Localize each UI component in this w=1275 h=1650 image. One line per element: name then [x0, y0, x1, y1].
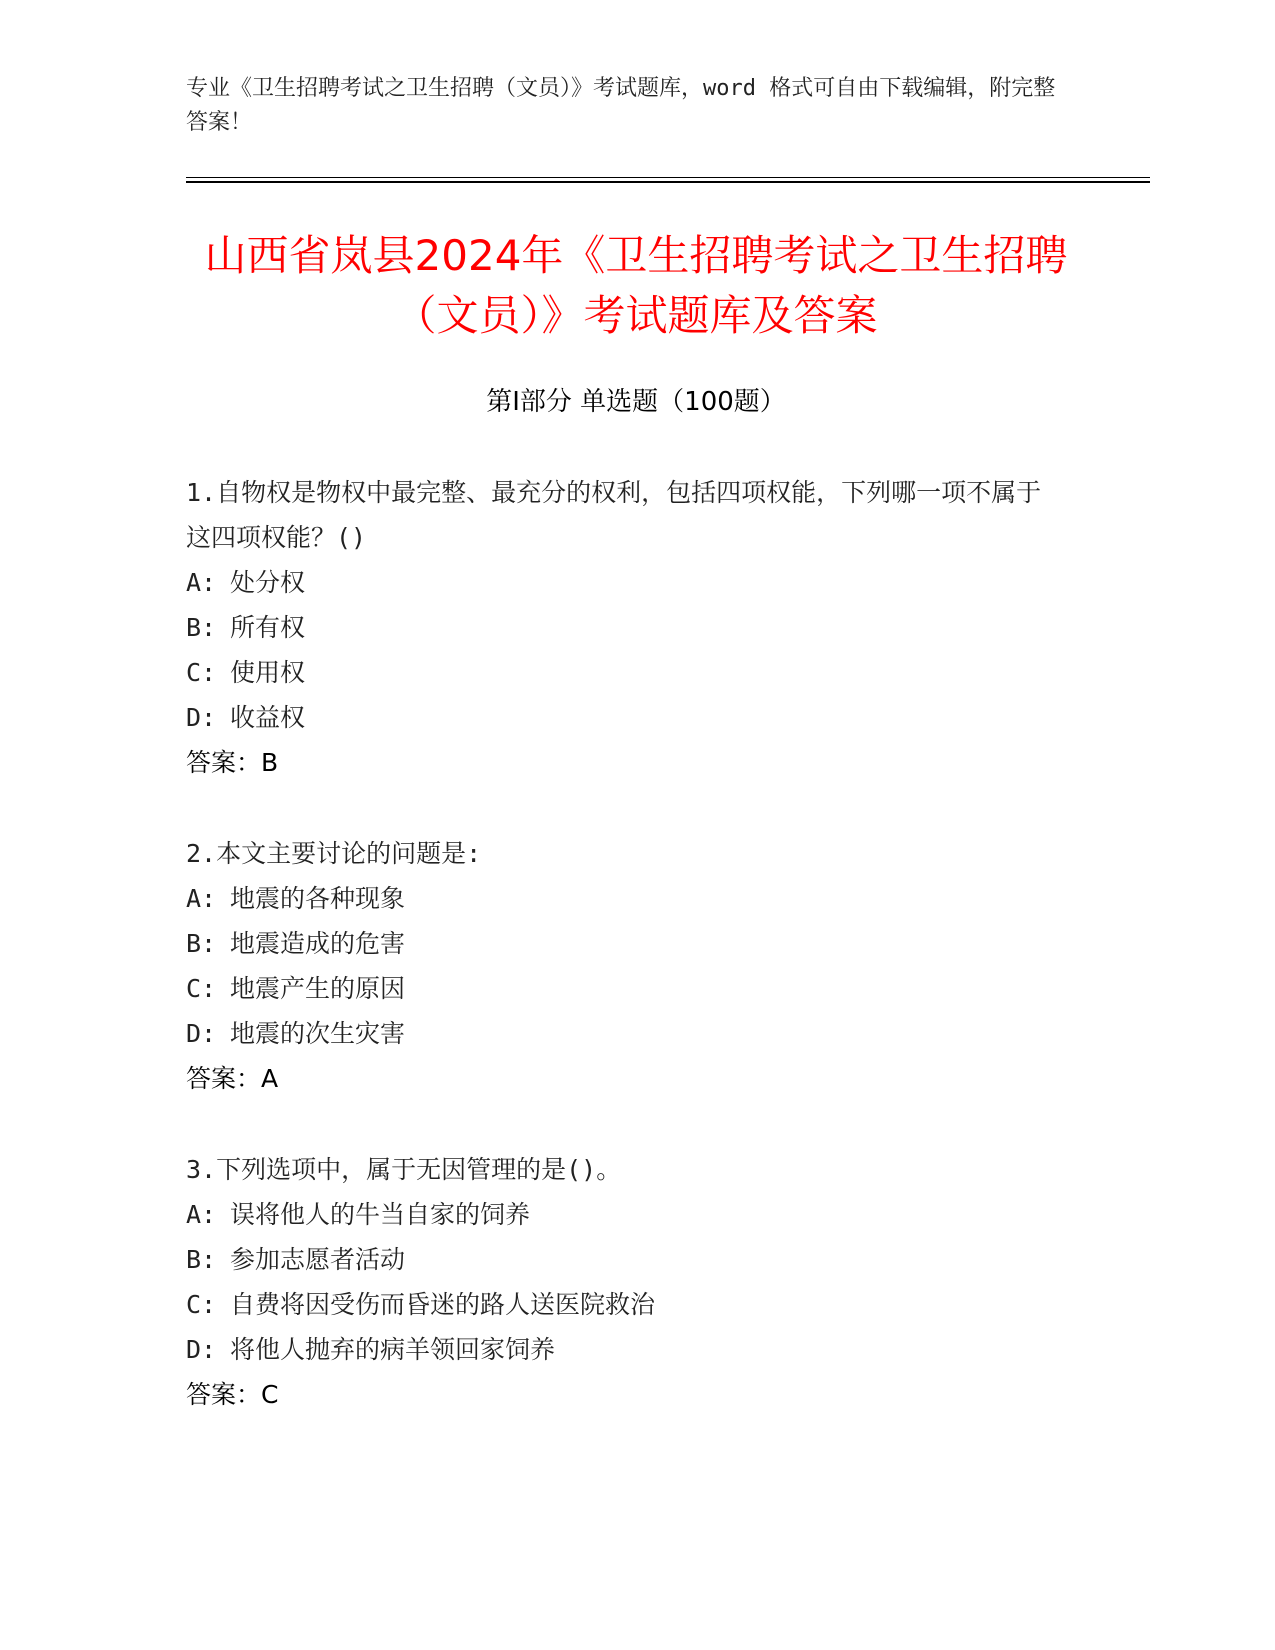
option-text: 地震的次生灾害 [230, 1019, 406, 1048]
option-d [186, 695, 1086, 740]
option-key: A: [186, 568, 217, 597]
section-title: 第Ⅰ部分 单选题（100题） [486, 387, 786, 417]
option-text: 误将他人的牛当自家的饲养 [230, 1200, 531, 1229]
question-1 [186, 470, 1086, 785]
question-stem: 3.下列选项中，属于无因管理的是()。 [186, 1155, 622, 1184]
header-rule-thin [186, 177, 1150, 178]
question-list [186, 470, 1086, 1463]
option-text: 地震的各种现象 [230, 884, 406, 913]
document-title: 山西省岚县2024年《卫生招聘考试之卫生招聘（文员）》考试题库及答案 [204, 231, 1068, 340]
answer-line: 答案：B [186, 748, 279, 777]
option-b [186, 605, 1086, 650]
option-b [186, 921, 1086, 966]
option-a [186, 1192, 1086, 1237]
option-text: 使用权 [230, 658, 306, 687]
option-key: C: [186, 974, 217, 1003]
option-key: A: [186, 1200, 217, 1229]
option-key: B: [186, 613, 217, 642]
answer-line: 答案：A [186, 1064, 279, 1093]
option-c [186, 650, 1086, 695]
option-a [186, 876, 1086, 921]
answer-line: 答案：C [186, 1380, 279, 1409]
option-text: 地震产生的原因 [230, 974, 406, 1003]
header-rule-thick [186, 181, 1150, 183]
option-a [186, 560, 1086, 605]
option-key: B: [186, 1245, 217, 1274]
option-key: D: [186, 703, 217, 732]
option-key: D: [186, 1335, 217, 1364]
option-text: 所有权 [230, 613, 306, 642]
option-key: D: [186, 1019, 217, 1048]
question-2 [186, 831, 1086, 1101]
question-3 [186, 1147, 1086, 1417]
question-stem: 1.自物权是物权中最完整、最充分的权利，包括四项权能，下列哪一项不属于这四项权能？() [186, 478, 1042, 552]
option-text: 参加志愿者活动 [230, 1245, 406, 1274]
option-key: C: [186, 658, 217, 687]
option-b [186, 1237, 1086, 1282]
option-text: 收益权 [230, 703, 306, 732]
option-d [186, 1011, 1086, 1056]
option-text: 处分权 [230, 568, 306, 597]
option-d [186, 1327, 1086, 1372]
option-key: C: [186, 1290, 217, 1319]
question-stem: 2.本文主要讨论的问题是: [186, 839, 482, 868]
header-note: 专业《卫生招聘考试之卫生招聘（文员）》考试题库，word 格式可自由下载编辑，附完整答案！ [186, 76, 1056, 135]
option-text: 自费将因受伤而昏迷的路人送医院救治 [230, 1290, 656, 1319]
option-key: B: [186, 929, 217, 958]
option-key: A: [186, 884, 217, 913]
option-c [186, 966, 1086, 1011]
option-c [186, 1282, 1086, 1327]
option-text: 将他人抛弃的病羊领回家饲养 [230, 1335, 556, 1364]
option-text: 地震造成的危害 [230, 929, 406, 958]
